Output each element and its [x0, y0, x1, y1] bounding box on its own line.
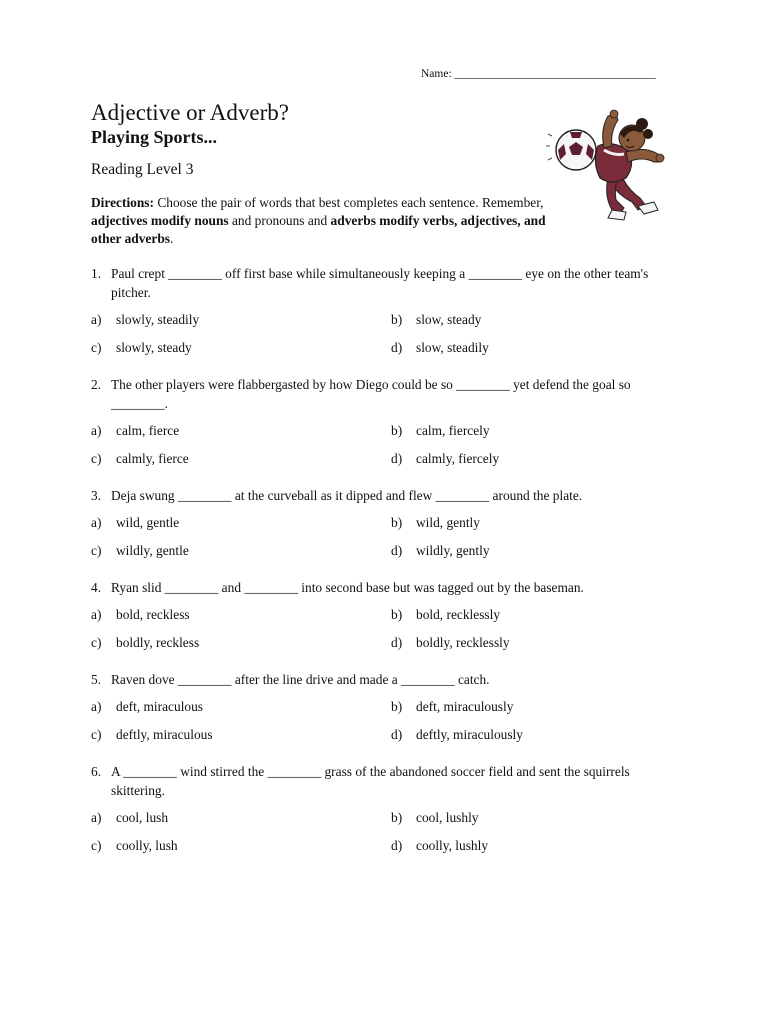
- option-text: slowly, steadily: [116, 312, 200, 327]
- question-text: [91, 264, 681, 302]
- option-text: deftly, miraculously: [416, 727, 523, 742]
- option-text: deftly, miraculous: [116, 727, 213, 742]
- option-letter: d): [391, 635, 403, 650]
- question-sentence: A ________ wind stirred the ________ grass of the abandoned soccer field and sent the squirrels skittering.: [111, 764, 630, 798]
- option-text: slow, steadily: [416, 340, 489, 355]
- option-text: wild, gentle: [116, 515, 180, 530]
- option-letter: a): [91, 810, 102, 825]
- option-letter: b): [391, 515, 403, 530]
- option-letter: d): [391, 340, 403, 355]
- answer-option-c[interactable]: [91, 725, 391, 744]
- answer-option-c[interactable]: [91, 633, 391, 652]
- question-text: [91, 670, 681, 689]
- motion-lines: [546, 134, 552, 160]
- question-sentence: Paul crept ________ off first base while simultaneously keeping a ________ eye on the other team's pitcher.: [111, 266, 649, 300]
- question-sentence: The other players were flabbergasted by how Diego could be so ________ yet defend the goal so ________.: [111, 377, 631, 411]
- option-letter: c): [91, 340, 102, 355]
- reading-level: Reading Level 3: [91, 161, 194, 178]
- answer-option-b[interactable]: [391, 605, 691, 624]
- directions: [91, 194, 551, 248]
- soccer-player-illustration: [546, 106, 678, 222]
- option-text: deft, miraculous: [116, 699, 204, 714]
- option-letter: b): [391, 423, 403, 438]
- question-sentence: Raven dove ________ after the line drive and made a ________ catch.: [111, 672, 490, 687]
- option-text: coolly, lush: [116, 838, 178, 853]
- option-letter: c): [91, 838, 102, 853]
- question-text: [91, 762, 681, 800]
- option-letter: c): [91, 727, 102, 742]
- directions-text-2: and pronouns and: [228, 213, 331, 228]
- answer-option-d[interactable]: [391, 836, 691, 855]
- option-text: calmly, fierce: [116, 451, 189, 466]
- option-text: boldly, recklessly: [416, 635, 510, 650]
- answer-option-d[interactable]: [391, 725, 691, 744]
- question-number: 5.: [91, 672, 102, 687]
- option-text: bold, reckless: [116, 607, 190, 622]
- question-number: 6.: [91, 764, 102, 779]
- option-letter: d): [391, 451, 403, 466]
- option-text: coolly, lushly: [416, 838, 489, 853]
- worksheet-subtitle: Playing Sports...: [91, 127, 218, 147]
- question-number: 4.: [91, 580, 102, 595]
- directions-text-3: .: [169, 231, 174, 246]
- answer-option-a[interactable]: [91, 697, 391, 716]
- answer-option-b[interactable]: [391, 421, 691, 440]
- answer-option-c[interactable]: [91, 338, 391, 357]
- answer-option-a[interactable]: [91, 310, 391, 329]
- option-letter: b): [391, 699, 403, 714]
- option-letter: a): [91, 515, 102, 530]
- option-letter: c): [91, 451, 102, 466]
- option-text: wild, gently: [416, 515, 480, 530]
- player-hand-right: [656, 154, 664, 162]
- answer-option-b[interactable]: [391, 808, 691, 827]
- answer-options: [91, 605, 691, 652]
- answer-options: [91, 513, 691, 560]
- answer-options: [91, 421, 691, 468]
- player-shoe-right: [608, 210, 626, 220]
- soccer-ball-patch-top: [570, 132, 582, 138]
- question-6: [91, 762, 691, 855]
- answer-option-c[interactable]: [91, 541, 391, 560]
- question-5: [91, 670, 691, 744]
- answer-options: [91, 310, 691, 357]
- question-number: 2.: [91, 377, 102, 392]
- answer-option-b[interactable]: [391, 310, 691, 329]
- option-letter: b): [391, 607, 403, 622]
- player-hair-puff-2: [643, 129, 653, 139]
- option-letter: a): [91, 312, 102, 327]
- option-text: boldly, reckless: [116, 635, 200, 650]
- option-letter: d): [391, 543, 403, 558]
- question-sentence: Deja swung ________ at the curveball as it dipped and flew ________ around the plate.: [111, 488, 583, 503]
- directions-label: Directions:: [91, 195, 154, 210]
- question-number: 1.: [91, 266, 102, 281]
- option-text: calmly, fiercely: [416, 451, 500, 466]
- answer-option-a[interactable]: [91, 808, 391, 827]
- option-text: bold, recklessly: [416, 607, 501, 622]
- option-letter: c): [91, 635, 102, 650]
- question-text: [91, 578, 681, 597]
- player-arm-up: [603, 114, 618, 148]
- question-4: [91, 578, 691, 652]
- directions-bold-1: adjectives modify nouns: [91, 213, 229, 228]
- answer-option-d[interactable]: [391, 633, 691, 652]
- option-letter: b): [391, 312, 403, 327]
- answer-option-a[interactable]: [91, 513, 391, 532]
- answer-option-d[interactable]: [391, 449, 691, 468]
- player-hand-up: [610, 110, 618, 118]
- option-letter: d): [391, 727, 403, 742]
- option-letter: d): [391, 838, 403, 853]
- question-sentence: Ryan slid ________ and ________ into second base but was tagged out by the baseman.: [111, 580, 584, 595]
- option-text: calm, fiercely: [416, 423, 490, 438]
- option-text: calm, fierce: [116, 423, 180, 438]
- question-text: [91, 486, 681, 505]
- option-letter: a): [91, 699, 102, 714]
- option-letter: a): [91, 423, 102, 438]
- option-text: cool, lush: [116, 810, 169, 825]
- question-1: [91, 264, 691, 357]
- question-3: [91, 486, 691, 560]
- option-text: slowly, steady: [116, 340, 192, 355]
- answer-option-a[interactable]: [91, 421, 391, 440]
- option-text: wildly, gently: [416, 543, 490, 558]
- option-letter: b): [391, 810, 403, 825]
- answer-option-d[interactable]: [391, 338, 691, 357]
- option-text: cool, lushly: [416, 810, 479, 825]
- answer-options: [91, 697, 691, 744]
- option-letter: a): [91, 607, 102, 622]
- question-list: [91, 264, 691, 873]
- option-text: wildly, gentle: [116, 543, 189, 558]
- answer-option-b[interactable]: [391, 513, 691, 532]
- option-text: deft, miraculously: [416, 699, 514, 714]
- name-field-line[interactable]: Name: ___________________________________: [421, 68, 656, 80]
- answer-option-b[interactable]: [391, 697, 691, 716]
- answer-options: [91, 808, 691, 855]
- question-text: [91, 375, 681, 413]
- directions-text-1: Choose the pair of words that best completes each sentence. Remember,: [153, 195, 544, 210]
- option-text: slow, steady: [416, 312, 482, 327]
- directions-bold-2: adverbs modify verbs, adjectives, and other adverbs: [91, 213, 546, 246]
- worksheet-title: Adjective or Adverb?: [91, 100, 289, 125]
- option-letter: c): [91, 543, 102, 558]
- question-2: [91, 375, 691, 468]
- question-number: 3.: [91, 488, 102, 503]
- answer-option-d[interactable]: [391, 541, 691, 560]
- answer-option-c[interactable]: [91, 836, 391, 855]
- player-eye: [627, 139, 630, 142]
- answer-option-a[interactable]: [91, 605, 391, 624]
- answer-option-c[interactable]: [91, 449, 391, 468]
